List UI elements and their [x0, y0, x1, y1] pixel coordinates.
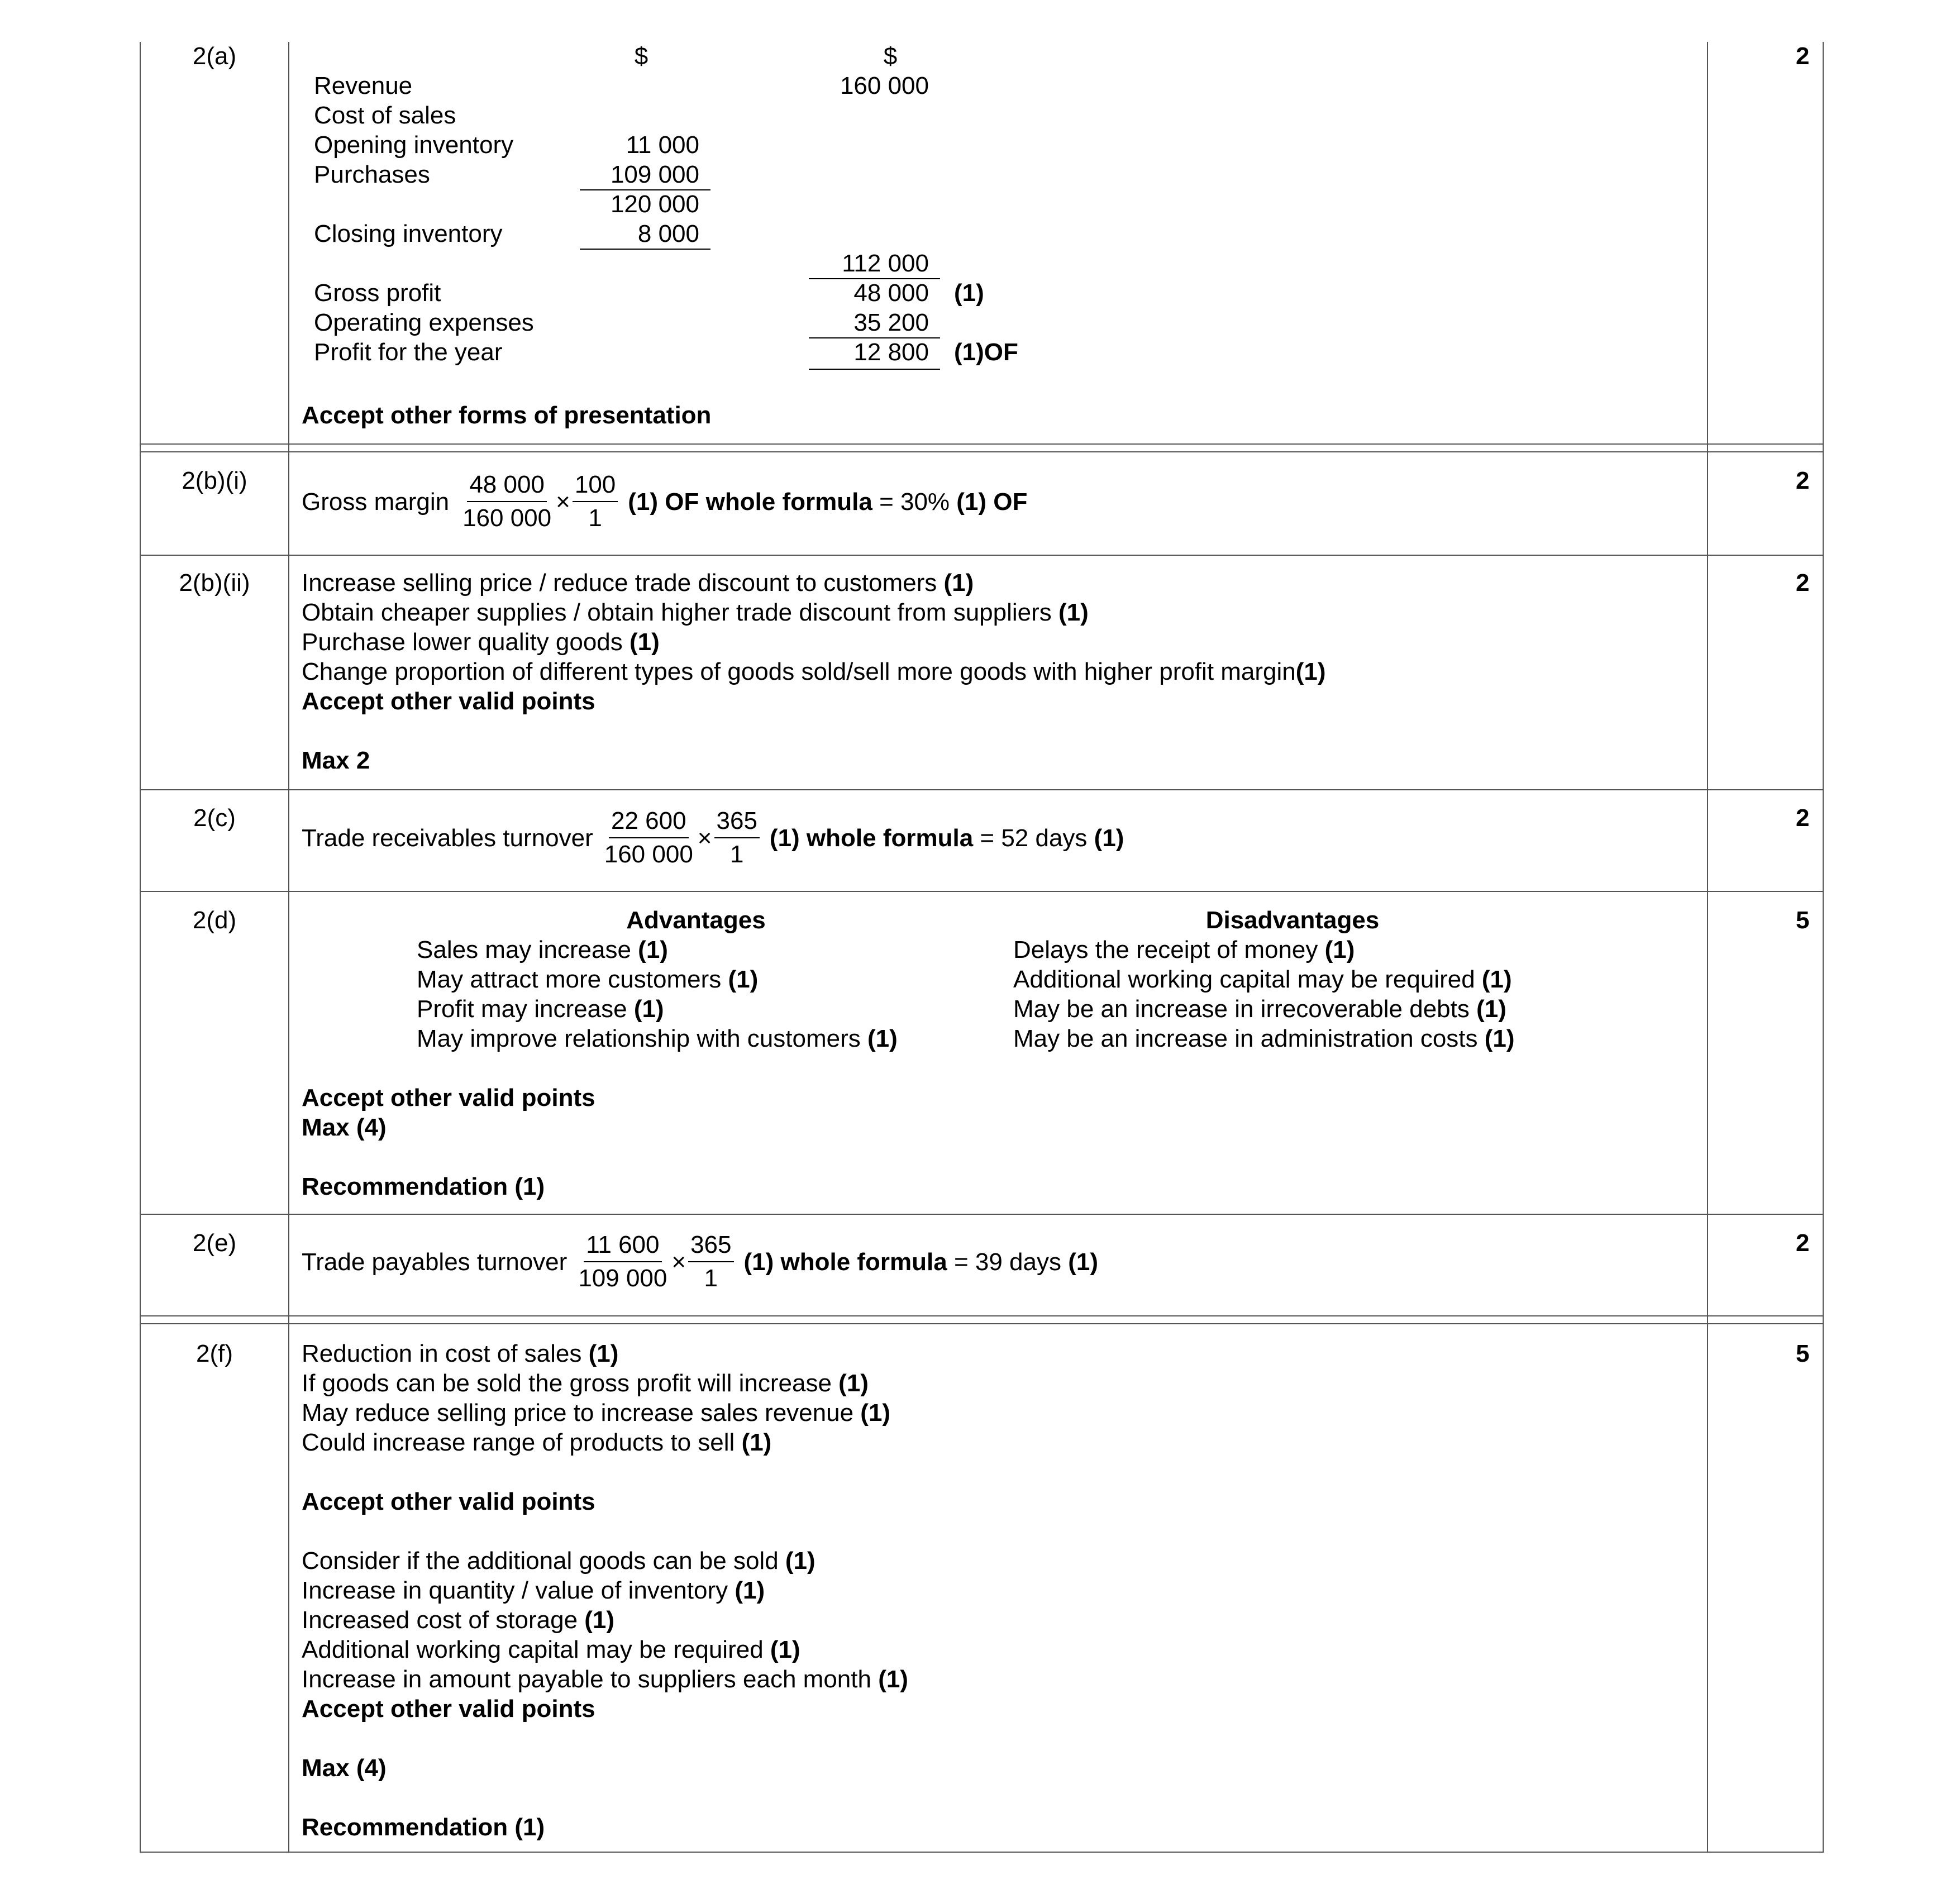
formula-label: Trade payables turnover [302, 1248, 568, 1276]
question-number: 2(c) [193, 804, 236, 832]
column-heading-dollar-2: $ [883, 42, 898, 70]
column-heading-dollar-1: $ [634, 42, 648, 70]
closing-inventory-label: Closing inventory [314, 220, 503, 247]
recommendation-note: Recommendation (1) [302, 1173, 545, 1200]
result-mark: (1) [1068, 1248, 1099, 1276]
question-number: 2(a) [192, 42, 237, 70]
recommendation-note: Recommendation (1) [302, 1814, 545, 1841]
list-item: Increased cost of storage (1) [302, 1606, 615, 1634]
advantages-list [417, 935, 898, 1053]
formula-label: Trade receivables turnover [302, 824, 593, 852]
advantages-heading: Advantages [626, 907, 766, 934]
accept-note: Accept other valid points [302, 1488, 595, 1515]
row-divider [140, 891, 1824, 892]
accept-note: Accept other valid points [302, 1695, 595, 1723]
list-item: Profit may increase (1) [417, 995, 664, 1023]
denominator: 160 000 [604, 841, 693, 868]
numerator: 365 [688, 1229, 733, 1262]
list-item: Consider if the additional goods can be sold (1) [302, 1547, 816, 1575]
row-divider [140, 1323, 1824, 1324]
numerator: 22 600 [609, 805, 689, 838]
accept-note: Accept other valid points [302, 688, 595, 715]
denominator: 109 000 [578, 1265, 667, 1292]
purchases-value: 109 000 [610, 161, 699, 188]
list-item: Increase selling price / reduce trade discount to customers (1) [302, 569, 974, 597]
marks: 2 [1796, 804, 1810, 832]
operating-expenses-label: Operating expenses [314, 309, 534, 336]
presentation-note: Accept other forms of presentation [302, 402, 712, 429]
purchases-label: Purchases [314, 161, 430, 188]
disadvantages-heading: Disadvantages [1205, 907, 1380, 934]
denominator: 160 000 [462, 504, 552, 532]
inventory-subtotal: 120 000 [610, 190, 699, 218]
formula-mark: (1) OF whole formula [628, 488, 872, 516]
column-divider-1 [288, 42, 289, 1853]
row-divider [140, 555, 1824, 556]
list-item: Obtain cheaper supplies / obtain higher trade discount from suppliers (1) [302, 599, 1089, 626]
list-item: Change proportion of different types of goods sold/sell more goods with higher profit margin(1) [302, 658, 1326, 685]
marks: 2 [1796, 42, 1810, 70]
max-note: Max (4) [302, 1754, 387, 1782]
fraction [573, 469, 618, 535]
numerator: 365 [714, 805, 760, 838]
max-note: Max 2 [302, 747, 370, 774]
list-item: If goods can be sold the gross profit will increase (1) [302, 1370, 869, 1397]
profit-for-year-mark: (1)OF [954, 338, 1018, 366]
formula-mark: (1) whole formula [743, 1248, 947, 1276]
disadvantages-list [1013, 935, 1515, 1053]
list-item: May be an increase in administration costs (1) [1013, 1025, 1515, 1052]
revenue-value: 160 000 [840, 72, 929, 99]
denominator: 1 [729, 841, 744, 868]
marks: 5 [1796, 1340, 1810, 1367]
numerator: 100 [573, 469, 618, 502]
gross-profit-label: Gross profit [314, 279, 441, 307]
row-divider [140, 451, 1824, 452]
profit-for-year-label: Profit for the year [314, 338, 503, 366]
table-border-right [1823, 42, 1824, 1853]
table-border-left [140, 42, 141, 1853]
list-item: Sales may increase (1) [417, 936, 668, 963]
list-item: May improve relationship with customers (1) [417, 1025, 898, 1052]
fraction [714, 805, 760, 871]
formula-result: = 39 days [947, 1248, 1069, 1276]
list-item: May be an increase in irrecoverable debts (1) [1013, 995, 1506, 1023]
column-divider-2 [1707, 42, 1708, 1853]
marks: 2 [1796, 467, 1810, 494]
list-item: May attract more customers (1) [417, 966, 759, 993]
closing-inventory-value: 8 000 [637, 220, 699, 247]
max-note: Max (4) [302, 1114, 387, 1141]
list-item: Purchase lower quality goods (1) [302, 628, 660, 656]
list-item: Delays the receipt of money (1) [1013, 936, 1355, 963]
fraction [688, 1229, 733, 1295]
formula-mark: (1) whole formula [769, 824, 974, 852]
list-item: Increase in quantity / value of inventory (1) [302, 1577, 765, 1604]
accept-note: Accept other valid points [302, 1084, 595, 1111]
formula-label: Gross margin [302, 488, 450, 516]
list-item: Reduction in cost of sales (1) [302, 1340, 619, 1367]
opening-inventory-label: Opening inventory [314, 131, 514, 159]
formula-result: = 30% [872, 488, 957, 516]
underline [580, 249, 710, 250]
cost-of-sales-total: 112 000 [842, 250, 929, 277]
times-sign: × [671, 1248, 686, 1276]
opening-inventory-value: 11 000 [626, 131, 699, 159]
result-mark: (1) OF [956, 488, 1028, 516]
payables-formula [302, 1229, 1098, 1294]
cost-of-sales-label: Cost of sales [314, 102, 456, 129]
marks: 2 [1796, 569, 1810, 597]
list-item: Could increase range of products to sell (1) [302, 1429, 772, 1456]
answer-list [302, 568, 1326, 775]
fraction [460, 469, 554, 535]
list-item: Additional working capital may be required (1) [1013, 966, 1512, 993]
question-number: 2(e) [192, 1229, 237, 1257]
answer-list [302, 1339, 908, 1842]
formula-result: = 52 days [973, 824, 1094, 852]
list-item: Additional working capital may be required (1) [302, 1636, 800, 1663]
denominator: 1 [588, 504, 602, 532]
row-divider [140, 1214, 1824, 1215]
marks: 5 [1796, 907, 1810, 934]
fraction [602, 805, 695, 871]
fraction [576, 1229, 669, 1295]
row-divider [140, 1315, 1824, 1316]
question-number: 2(d) [192, 907, 237, 934]
gross-profit-value: 48 000 [853, 279, 929, 307]
numerator: 11 600 [584, 1229, 661, 1262]
question-number: 2(b)(ii) [179, 569, 250, 597]
revenue-label: Revenue [314, 72, 413, 99]
question-number: 2(b)(i) [182, 467, 247, 494]
operating-expenses-value: 35 200 [853, 309, 929, 336]
row-divider [140, 789, 1824, 790]
list-item: May reduce selling price to increase sales revenue (1) [302, 1399, 891, 1427]
profit-for-year-value: 12 800 [853, 338, 929, 366]
denominator: 1 [704, 1265, 718, 1292]
underline [809, 369, 940, 370]
numerator: 48 000 [467, 469, 547, 502]
result-mark: (1) [1094, 824, 1124, 852]
receivables-formula [302, 805, 1124, 870]
row-divider [140, 443, 1824, 445]
gross-profit-mark: (1) [954, 279, 984, 307]
question-number: 2(f) [196, 1340, 233, 1367]
gross-margin-formula [302, 469, 1027, 534]
list-item: Increase in amount payable to suppliers each month (1) [302, 1666, 908, 1693]
marks: 2 [1796, 1229, 1810, 1257]
times-sign: × [697, 824, 712, 852]
times-sign: × [556, 488, 570, 516]
table-border-bottom [140, 1852, 1824, 1853]
